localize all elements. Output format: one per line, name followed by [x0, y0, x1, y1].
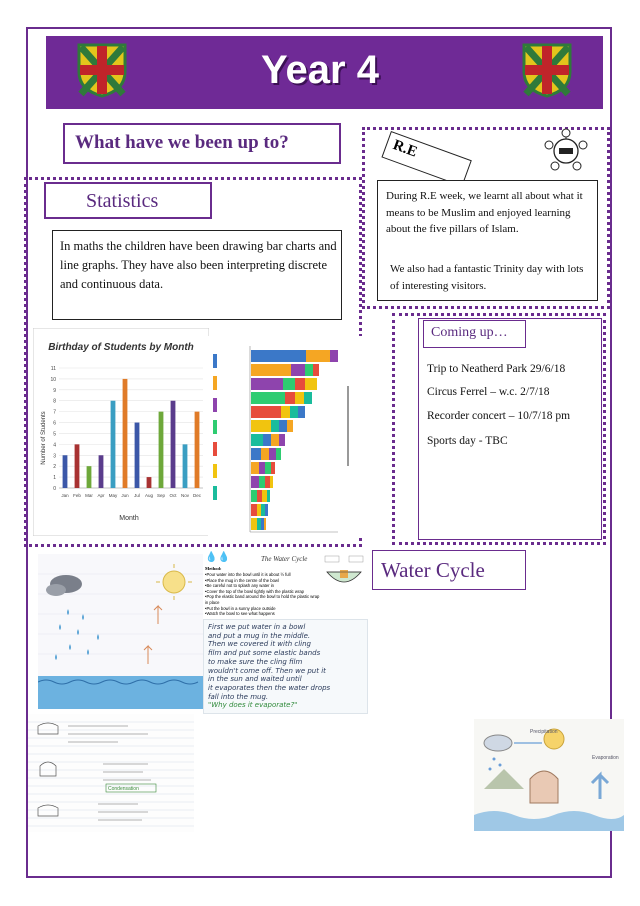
five-pillars-icon: [541, 128, 591, 174]
chart-xtick-label: Aug: [144, 493, 154, 498]
chart-ytick-label: 7: [53, 409, 56, 416]
chart-xtick-label: May: [108, 493, 118, 498]
chart-bar: [63, 455, 68, 488]
chart-xtick-label: Sep: [156, 493, 166, 498]
stacked-segment: [261, 504, 265, 516]
stacked-segment: [269, 448, 276, 460]
stacked-segment: [283, 378, 295, 390]
stacked-segment: [251, 364, 291, 376]
chart-bar: [195, 412, 200, 488]
stacked-segment: [295, 392, 304, 404]
chart-bar: [159, 412, 164, 488]
stacked-segment: [251, 378, 283, 390]
chart-xtick-label: Jul: [134, 493, 140, 498]
stacked-segment: [276, 448, 281, 460]
stacked-segment: [271, 462, 275, 474]
chart-ytick-label: 11: [50, 366, 56, 372]
legend-swatch: [213, 420, 217, 434]
stacked-segment: [251, 406, 281, 418]
chart-bar: [135, 423, 140, 488]
stacked-segment: [313, 364, 319, 376]
chart-bar: [123, 379, 128, 488]
stacked-segment: [263, 434, 271, 446]
stacked-segment: [271, 434, 279, 446]
statistics-heading: Statistics: [86, 190, 159, 212]
stacked-segment: [271, 420, 279, 432]
handwriting-line: First we put water in a bowl: [208, 623, 306, 631]
legend-swatch: [213, 486, 217, 500]
handwriting-line: wouldn't come off. Then we put it: [208, 666, 326, 675]
stacked-segment: [265, 476, 270, 488]
method-step: •Cover the top of the bowl tightly with the plastic wrap: [205, 588, 304, 594]
legend-swatch: [213, 354, 217, 368]
chart-bar: [111, 401, 116, 488]
chart-xtick-label: Feb: [73, 493, 81, 498]
chart-xlabel: Month: [119, 515, 139, 522]
birthday-bar-chart: [33, 328, 209, 536]
re-paragraph-2: We also had a fantastic Trinity day with lots of interesting visitors.: [390, 263, 584, 292]
stacked-segment: [305, 364, 313, 376]
coming-up-heading-box: [423, 320, 526, 348]
stacked-segment: [251, 392, 285, 404]
stacked-segment: [295, 378, 305, 390]
stacked-segment: [279, 420, 287, 432]
stacked-segment: [265, 504, 268, 516]
subtitle-box: [63, 123, 341, 164]
handwriting-line: and put a mug in the middle.: [208, 631, 311, 640]
worksheet-title: The Water Cycle: [261, 555, 308, 563]
chart-xtick-label: Nov: [180, 493, 190, 498]
re-paragraph-1: During R.E week, we learnt all about what it means to be Muslim and enjoyed learning about the five pillars of Islam.: [386, 190, 583, 235]
handwriting-line: in the sun and waited until: [208, 675, 302, 684]
re-tag-label: R.E: [390, 137, 420, 161]
statistics-body: In maths the children have been drawing bar charts and line graphs. They have also been interpreting discrete and continuous data.: [60, 239, 337, 291]
chart-xtick-label: Jan: [61, 493, 69, 498]
statistics-text-box: [52, 230, 342, 320]
stacked-segment: [251, 518, 257, 530]
water-cycle-worksheet: [203, 552, 366, 618]
section-subtitle: What have we been up to?: [75, 132, 289, 153]
chart-ytick-label: 4: [53, 442, 56, 449]
stacked-segment: [261, 448, 269, 460]
method-step: •Be careful not to splash any water in: [205, 583, 274, 589]
chart-xtick-label: Dec: [192, 493, 202, 498]
condensation-label: Condensation: [108, 786, 139, 792]
stacked-segment: [251, 434, 263, 446]
stacked-segment: [251, 420, 271, 432]
coming-up-item: Circus Ferrel – w.c. 2/7/18: [427, 386, 550, 398]
stacked-segment: [305, 378, 317, 390]
chart-bar: [75, 444, 80, 488]
chart-ytick-label: 3: [53, 453, 56, 460]
water-cycle-heading: Water Cycle: [381, 558, 485, 582]
legend-swatch: [213, 398, 217, 412]
handwriting-line: it evaporates then the water drops: [208, 683, 331, 692]
coming-up-heading: Coming up…: [431, 325, 508, 340]
stacked-segment: [251, 350, 306, 362]
evaporation-label: Evaporation: [592, 755, 619, 761]
method-step: •Put the bowl in a sunny place outside: [205, 605, 276, 611]
stacked-segment: [257, 518, 261, 530]
chart-ytick-label: 5: [53, 431, 56, 438]
stacked-segment: [251, 448, 261, 460]
stacked-segment: [257, 504, 261, 516]
stacked-segment: [279, 434, 285, 446]
stacked-segment: [251, 490, 257, 502]
water-cycle-notes-sheet: [28, 714, 194, 832]
coming-up-item: Trip to Neatherd Park 29/6/18: [427, 363, 566, 375]
chart-bar: [183, 444, 188, 488]
page-title: Year 4: [261, 48, 379, 92]
chart-xtick-label: Jun: [121, 493, 129, 498]
handwriting-line: to make sure the cling film: [208, 657, 303, 666]
chart-ylabel: Number of Students: [41, 411, 47, 465]
precipitation-label: Precipitation: [530, 729, 558, 735]
stacked-segment: [298, 406, 305, 418]
legend-swatch: [213, 442, 217, 456]
stacked-segment: [304, 392, 312, 404]
water-drops-icon: 💧💧: [205, 552, 230, 563]
stacked-segment: [261, 518, 264, 530]
stacked-segment: [251, 462, 259, 474]
stacked-segment: [281, 406, 290, 418]
statistics-heading-box: [44, 182, 212, 219]
bowl-diagram-icon: [323, 554, 365, 592]
chart-bar: [171, 401, 176, 488]
water-cycle-drawing-1: [38, 554, 203, 709]
chart-ytick-label: 2: [53, 464, 56, 471]
chart-ytick-label: 1: [53, 475, 56, 482]
chart-ytick-label: 10: [50, 376, 56, 383]
stacked-segment: [264, 518, 266, 530]
stacked-segment: [251, 476, 259, 488]
re-text-box: [377, 180, 598, 301]
handwriting-line: fall into the mug.: [208, 692, 269, 701]
coming-up-item: Recorder concert – 10/7/18 pm: [427, 410, 571, 422]
stacked-segment: [267, 490, 270, 502]
stacked-segment: [306, 350, 330, 362]
stacked-segment: [285, 392, 295, 404]
stacked-segment: [257, 490, 262, 502]
water-cycle-heading-box: [372, 550, 526, 590]
chart-xtick-label: Oct: [169, 493, 177, 498]
method-step: •Watch the bowl to see what happens: [205, 611, 275, 617]
handwriting-line: film and put some elastic bands: [208, 649, 321, 658]
stacked-segment: [251, 504, 257, 516]
handwriting-block: [203, 619, 368, 714]
stacked-segment: [265, 462, 271, 474]
chart-title: Birthday of Students by Month: [48, 342, 194, 353]
coming-up-item: Sports day - TBC: [427, 435, 508, 447]
chart-xtick-label: Mar: [85, 493, 93, 498]
chart-xtick-label: Apr: [97, 493, 105, 498]
chart-ytick-label: 9: [53, 387, 56, 394]
chart-bar: [147, 477, 152, 488]
stacked-segment: [290, 406, 298, 418]
water-cycle-drawing-2: [474, 719, 624, 831]
chart-bar: [99, 455, 104, 488]
worksheet-method-list: [205, 572, 323, 617]
stacked-segment: [262, 490, 267, 502]
legend-swatch: [213, 376, 217, 390]
coming-up-box: [418, 318, 602, 540]
method-step: •Pop the elastic band around the bowl to hold the plastic wrap in place: [205, 594, 320, 605]
stacked-bar-chart-image: [208, 336, 363, 536]
stacked-segment: [287, 420, 293, 432]
chart-bar: [87, 466, 92, 488]
handwriting-line: Then we covered it with cling: [208, 640, 311, 649]
stacked-segment: [291, 364, 305, 376]
stacked-segment: [259, 462, 265, 474]
stacked-segment: [259, 476, 265, 488]
handwriting-line: "Why does it evaporate?": [208, 701, 298, 710]
stacked-segment: [270, 476, 273, 488]
chart-ytick-label: 6: [53, 420, 56, 427]
method-step: •Pour water into the bowl until it is about ½ full: [205, 572, 291, 577]
worksheet-method-label: Method:: [205, 566, 222, 571]
stacked-segment: [330, 350, 338, 362]
chart-ytick-label: 8: [53, 398, 56, 405]
chart-ytick-label: 0: [53, 486, 56, 492]
method-step: •Place the mug in the centre of the bowl: [205, 577, 279, 583]
legend-swatch: [213, 464, 217, 478]
